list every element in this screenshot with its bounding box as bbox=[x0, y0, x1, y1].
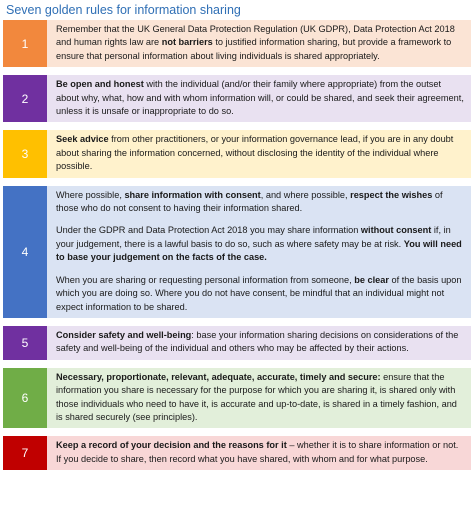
bold-text: be clear bbox=[354, 274, 389, 285]
rule-number-2: 2 bbox=[3, 75, 47, 122]
rule-paragraph bbox=[56, 274, 465, 314]
rules-list bbox=[3, 20, 471, 470]
body-text: of the basis upon which you are doing so. Where you do not have consent, be mindful that an individual might not expect information to be shared. bbox=[56, 274, 462, 312]
body-text: if, in your judgement, there is a lawful basis to do so, such as where safety may be at risk. bbox=[56, 225, 451, 249]
bold-text: not barriers bbox=[161, 37, 213, 48]
body-text: , and where possible, bbox=[260, 189, 351, 200]
rule-text-7 bbox=[47, 436, 471, 470]
bold-text: You will need to base your judgement on the facts of the case. bbox=[56, 238, 462, 263]
page-title: Seven golden rules for information sharing bbox=[6, 3, 241, 17]
bold-text: Consider safety and well-being bbox=[56, 329, 192, 340]
body-text: to justified information sharing, but provide a framework to ensure that personal information about living individuals is shared appropriately. bbox=[56, 37, 452, 61]
body-text: When you are sharing or requesting personal information from someone, bbox=[56, 274, 355, 285]
rule-text-4 bbox=[47, 186, 471, 318]
bold-text: Be open and honest bbox=[56, 79, 144, 90]
rule-paragraph bbox=[56, 78, 465, 118]
rule-row-5 bbox=[3, 326, 471, 360]
rule-paragraph bbox=[56, 23, 465, 63]
body-text: Under the GDPR and Data Protection Act 2018 you may share information bbox=[56, 225, 361, 236]
bold-text: without consent bbox=[360, 225, 432, 236]
rule-number-3: 3 bbox=[3, 130, 47, 177]
rule-paragraph bbox=[56, 439, 465, 466]
body-text: Where possible, bbox=[56, 189, 125, 200]
body-text: Remember that the UK General Data Protection Regulation (UK GDPR), Data Protection Act 2018 and human rights law are bbox=[56, 24, 455, 48]
body-text: : base your information sharing decisions on considerations of the safety and well-being of the individual and others who may be affected by their actions. bbox=[56, 329, 459, 354]
rule-row-2 bbox=[3, 75, 471, 122]
rule-number-1: 1 bbox=[3, 20, 47, 67]
rule-text-3 bbox=[47, 130, 471, 177]
body-text: from other practitioners, or your information governance lead, if you are in any doubt about sharing the information concerned, without disclosing the identity of the individual where possible. bbox=[56, 134, 454, 172]
body-text: – whether it is to share information or not. If you decide to share, then record what you have shared, with whom and for what purpose. bbox=[56, 440, 459, 464]
rule-row-1 bbox=[3, 20, 471, 67]
rule-text-2 bbox=[47, 75, 471, 122]
body-text: with the individual (and/or their family where appropriate) from the outset about why, what, how and with whom information will, or could be shared, and seek their agreement, unless it is unsafe or inappropriate to do so. bbox=[56, 79, 464, 117]
rule-text-6 bbox=[47, 368, 471, 429]
bold-text: Necessary, proportionate, relevant, adequate, accurate, timely and secure: bbox=[56, 371, 381, 382]
body-text: ensure that the information you share is necessary for the purpose for which you are sharing it, is shared only with those individuals who need to have it, is accurate and up-to-date, is shared in a timely fashion, and is shared securely (see principles). bbox=[56, 371, 457, 422]
rule-row-3 bbox=[3, 130, 471, 177]
rule-number-4: 4 bbox=[3, 186, 47, 318]
rule-number-5: 5 bbox=[3, 326, 47, 360]
body-text: of those who do not consent to having their information shared. bbox=[56, 189, 443, 214]
bold-text: Keep a record of your decision and the reasons for it bbox=[56, 440, 287, 451]
rule-text-1 bbox=[47, 20, 471, 67]
rule-paragraph bbox=[56, 371, 465, 425]
rule-paragraph bbox=[56, 133, 465, 173]
rule-number-7: 7 bbox=[3, 436, 47, 470]
rule-row-6 bbox=[3, 368, 471, 429]
rule-row-7 bbox=[3, 436, 471, 470]
rule-number-6: 6 bbox=[3, 368, 47, 429]
rule-paragraph bbox=[56, 189, 465, 216]
rule-row-4 bbox=[3, 186, 471, 318]
bold-text: Seek advice bbox=[56, 134, 109, 145]
rule-paragraph bbox=[56, 224, 465, 264]
rule-text-5 bbox=[47, 326, 471, 360]
bold-text: respect the wishes bbox=[350, 189, 433, 200]
bold-text: share information with consent bbox=[124, 189, 261, 200]
rule-paragraph bbox=[56, 329, 465, 356]
